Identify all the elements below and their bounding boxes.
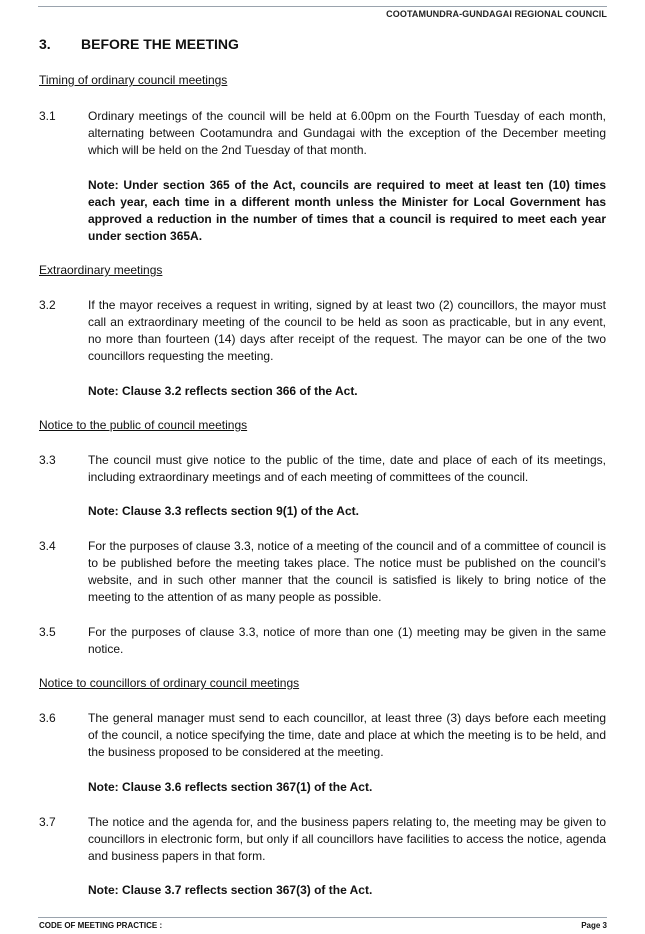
clause-3-7-text: The notice and the agenda for, and the business papers relating to, the meeting may be given to councillors in electronic form, but only if all councillors have facilities to access the notice, agenda and business papers in that form. xyxy=(88,815,606,863)
clause-3-2-text: If the mayor receives a request in writing, signed by at least two (2) councillors, the mayor must call an extraordinary meeting of the council to be held as soon as practicable, but in any event, no more than fourteen (14) days after receipt of the request. The mayor can be one of the two councillors requesting the meeting. xyxy=(88,298,606,363)
clause-3-1-text: Ordinary meetings of the council will be held at 6.00pm on the Fourth Tuesday of each month, alternating between Cootamundra and Gundagai with the exception of the December meeting which will be held on the 2nd Tuesday of that month. xyxy=(88,109,606,157)
clause-3-5-text: For the purposes of clause 3.3, notice of more than one (1) meeting may be given in the same notice. xyxy=(88,625,606,656)
footer-page-number: Page 3 xyxy=(581,921,607,930)
section-number: 3. xyxy=(39,36,51,52)
clause-number-3-4: 3.4 xyxy=(39,539,56,553)
clause-3-6-text: The general manager must send to each councillor, at least three (3) days before each meeting of the council, a notice specifying the time, date and place at which the meeting is to be held, and the business proposed to be considered at the meeting. xyxy=(88,711,606,759)
clause-number-3-3: 3.3 xyxy=(39,453,56,467)
clause-number-3-7: 3.7 xyxy=(39,815,56,829)
subheading-extraordinary: Extraordinary meetings xyxy=(39,263,163,277)
section-heading xyxy=(39,36,239,52)
clause-number-3-1: 3.1 xyxy=(39,109,56,123)
clause-3-1-note: Note: Under section 365 of the Act, councils are required to meet at least ten (10) times each year, each time in a different month unless the Minister for Local Government has approved a reduction in the number of times that a council is required to meet each year under section 365A. xyxy=(88,178,606,243)
clause-number-3-5: 3.5 xyxy=(39,625,56,639)
clause-number-3-6: 3.6 xyxy=(39,711,56,725)
clause-3-2-note: Note: Clause 3.2 reflects section 366 of the Act. xyxy=(88,384,358,398)
clause-3-3-note: Note: Clause 3.3 reflects section 9(1) of the Act. xyxy=(88,504,359,518)
subheading-timing: Timing of ordinary council meetings xyxy=(39,73,228,87)
clause-3-4-text: For the purposes of clause 3.3, notice of a meeting of the council and of a committee of council is to be published before the meeting takes place. The notice must be published on the council’s website, and in such other manner that the council is satisfied is likely to bring notice of the meeting to the attention of as many people as possible. xyxy=(88,539,606,604)
clause-3-7-note: Note: Clause 3.7 reflects section 367(3) of the Act. xyxy=(88,883,373,897)
clause-number-3-2: 3.2 xyxy=(39,298,56,312)
subheading-notice-councillors: Notice to councillors of ordinary council meetings xyxy=(39,676,300,690)
subheading-notice-public: Notice to the public of council meetings xyxy=(39,418,248,432)
footer-rule xyxy=(38,917,607,918)
section-title: BEFORE THE MEETING xyxy=(81,36,239,52)
header-rule xyxy=(38,6,607,7)
header-org-name: COOTAMUNDRA-GUNDAGAI REGIONAL COUNCIL xyxy=(386,9,607,19)
clause-3-3-text: The council must give notice to the public of the time, date and place of each of its meetings, including extraordinary meetings and of each meeting of committees of the council. xyxy=(88,453,606,484)
clause-3-6-note: Note: Clause 3.6 reflects section 367(1) of the Act. xyxy=(88,780,373,794)
footer-document-title: CODE OF MEETING PRACTICE : xyxy=(39,921,163,930)
